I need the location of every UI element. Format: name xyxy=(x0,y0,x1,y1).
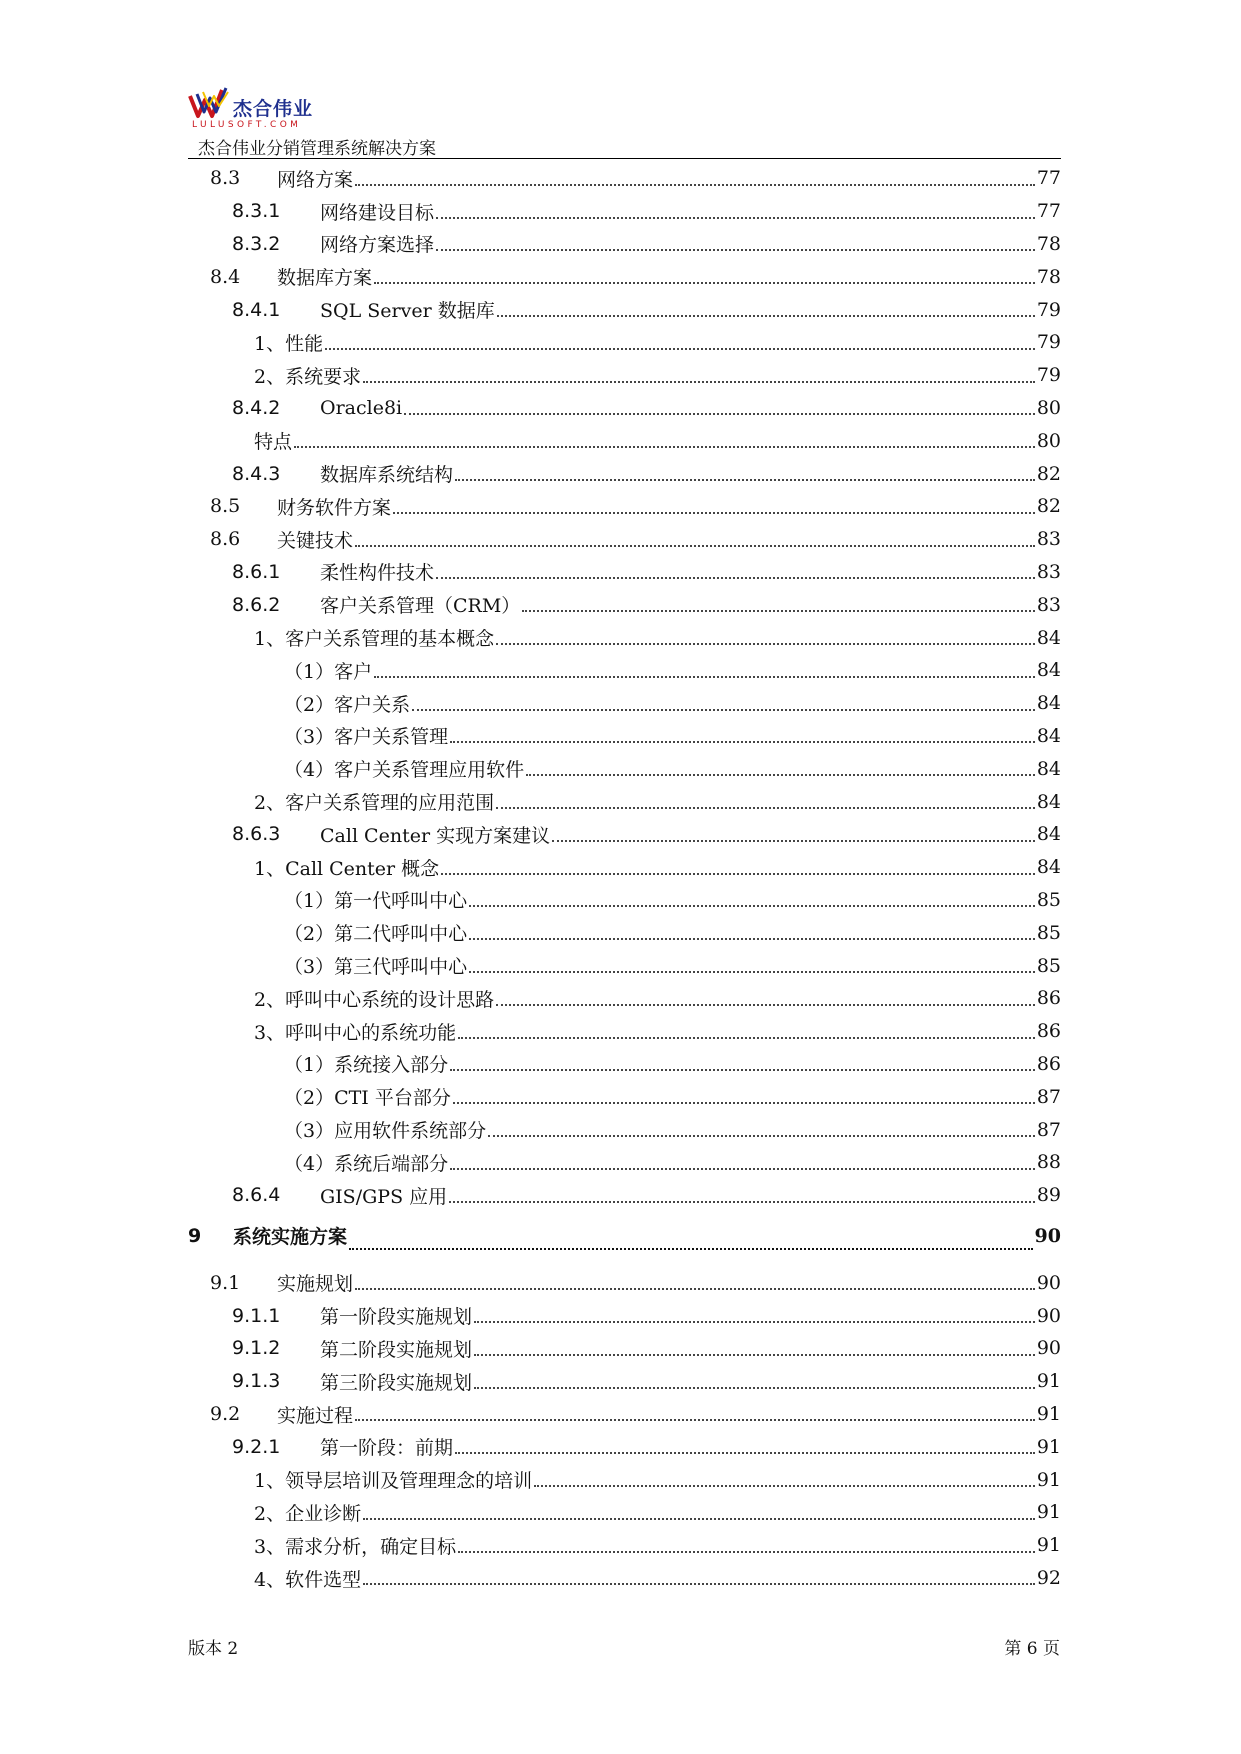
toc-entry-page: 82 xyxy=(1036,462,1061,485)
logo-wordmark: 杰合伟业 xyxy=(233,98,314,120)
toc-entry-number: 8.5 xyxy=(210,495,241,518)
toc-entry-page: 86 xyxy=(1036,1052,1061,1075)
toc-entry-number: 8.4.3 xyxy=(232,462,281,485)
logo-domain: LULUSOFT.COM xyxy=(192,120,302,130)
toc-entry[interactable] xyxy=(188,588,1061,621)
toc-entry-page: 90 xyxy=(1036,1337,1061,1360)
toc-entry-label xyxy=(188,427,292,454)
toc-entry[interactable] xyxy=(188,1299,1061,1332)
toc-dot-leader xyxy=(450,1068,1035,1071)
toc-entry[interactable] xyxy=(188,1332,1061,1365)
toc-dot-leader xyxy=(469,904,1035,907)
toc-entry[interactable] xyxy=(188,982,1061,1015)
toc-entry-title: （4）客户关系管理应用软件 xyxy=(284,759,525,782)
toc-dot-leader xyxy=(374,675,1035,678)
toc-dot-leader xyxy=(458,1550,1035,1553)
toc-entry-title: 第三阶段实施规划 xyxy=(320,1371,473,1394)
toc-entry-label xyxy=(188,558,434,585)
toc-dot-leader xyxy=(449,1200,1035,1203)
toc-entry-label xyxy=(188,397,402,419)
toc-entry-label xyxy=(188,624,494,651)
toc-entry-page: 86 xyxy=(1036,1020,1061,1043)
toc-entry-label xyxy=(188,919,467,946)
toc-entry-label xyxy=(188,1368,472,1395)
toc-entry-page: 83 xyxy=(1036,593,1061,616)
toc-entry-label xyxy=(188,788,494,815)
toc-dot-leader xyxy=(355,183,1035,186)
toc-entry-label xyxy=(188,722,448,749)
toc-entry-page: 82 xyxy=(1036,495,1061,518)
toc-entry-title: 网络方案选择 xyxy=(320,234,435,257)
toc-entry-title: 第一阶段：前期 xyxy=(320,1437,454,1460)
toc-entry-number: 8.6.2 xyxy=(232,593,281,616)
toc-entry-label xyxy=(188,1149,448,1176)
toc-dot-leader xyxy=(363,1517,1035,1520)
toc-entry-page: 84 xyxy=(1036,724,1061,747)
toc-entry-label xyxy=(188,1466,532,1493)
toc-entry[interactable] xyxy=(188,1529,1061,1562)
toc-entry-title: 财务软件方案 xyxy=(277,496,392,519)
toc-entry[interactable] xyxy=(188,752,1061,785)
toc-entry-title: （3）第三代呼叫中心 xyxy=(284,956,468,979)
toc-entry-title: （2）第二代呼叫中心 xyxy=(284,923,468,946)
toc-entry[interactable] xyxy=(188,162,1061,195)
toc-entry[interactable] xyxy=(188,621,1061,654)
toc-entry-title: 1、领导层培训及管理理念的培训 xyxy=(254,1470,533,1493)
toc-entry-label xyxy=(188,1269,353,1296)
toc-entry-label xyxy=(188,526,353,553)
toc-entry-page: 87 xyxy=(1036,1085,1061,1108)
toc-entry-page: 91 xyxy=(1036,1435,1061,1458)
toc-entry-page: 84 xyxy=(1036,626,1061,649)
toc-entry[interactable] xyxy=(188,1562,1061,1595)
toc-entry-title: Oracle8i xyxy=(320,396,403,419)
toc-dot-leader xyxy=(526,773,1035,776)
toc-entry-page: 85 xyxy=(1036,954,1061,977)
toc-entry-label xyxy=(188,1222,347,1249)
toc-entry[interactable] xyxy=(188,457,1061,490)
toc-dot-leader xyxy=(497,314,1035,317)
toc-entry-label xyxy=(188,165,353,192)
toc-dot-leader xyxy=(496,806,1035,809)
toc-entry-page: 91 xyxy=(1036,1534,1061,1557)
toc-entry-label xyxy=(188,1401,353,1428)
toc-dot-leader xyxy=(441,872,1035,875)
toc-entry[interactable] xyxy=(188,293,1061,326)
toc-entry[interactable] xyxy=(188,228,1061,261)
toc-entry-page: 84 xyxy=(1036,659,1061,682)
toc-entry[interactable] xyxy=(188,392,1061,425)
toc-entry[interactable] xyxy=(188,1213,1061,1259)
toc-entry-number: 8.3 xyxy=(210,167,241,190)
toc-entry-page: 91 xyxy=(1036,1501,1061,1524)
toc-entry[interactable] xyxy=(188,720,1061,753)
toc-entry-page: 83 xyxy=(1036,560,1061,583)
toc-entry-page: 92 xyxy=(1036,1567,1061,1590)
toc-entry-title: GIS/GPS 应用 xyxy=(320,1185,448,1208)
toc-dot-leader xyxy=(404,412,1035,415)
toc-entry-number: 8.6.3 xyxy=(232,823,281,846)
toc-entry-page: 78 xyxy=(1036,232,1061,255)
toc-entry-page: 90 xyxy=(1036,1271,1061,1294)
toc-entry[interactable] xyxy=(188,1463,1061,1496)
toc-entry-number: 9.2 xyxy=(210,1403,241,1426)
toc-entry-number: 8.6.4 xyxy=(232,1184,281,1207)
toc-entry-title: 第二阶段实施规划 xyxy=(320,1338,473,1361)
toc-entry[interactable] xyxy=(188,195,1061,228)
toc-entry-title: （2）客户关系 xyxy=(284,693,411,716)
toc-entry-title: 柔性构件技术 xyxy=(320,562,435,585)
toc-entry-title: 2、系统要求 xyxy=(254,365,362,388)
toc-entry-number: 8.4.1 xyxy=(232,298,281,321)
toc-dot-leader xyxy=(374,281,1035,284)
toc-dot-leader xyxy=(534,1484,1035,1487)
toc-entry-page: 91 xyxy=(1036,1370,1061,1393)
toc-entry-number: 9.1.2 xyxy=(232,1337,281,1360)
document-title: 杰合伟业分销管理系统解决方案 xyxy=(198,139,436,159)
toc-entry-title: 网络建设目标 xyxy=(320,201,435,224)
toc-entry[interactable] xyxy=(188,1496,1061,1529)
toc-dot-leader xyxy=(488,1134,1035,1137)
toc-entry[interactable] xyxy=(188,654,1061,687)
toc-dot-leader xyxy=(474,1320,1035,1323)
toc-entry-page: 87 xyxy=(1036,1118,1061,1141)
toc-entry-title: 数据库方案 xyxy=(277,267,373,290)
toc-entry-page: 84 xyxy=(1036,856,1061,879)
toc-entry-page: 88 xyxy=(1036,1151,1061,1174)
toc-entry-label xyxy=(188,657,372,684)
toc-entry[interactable] xyxy=(188,949,1061,982)
toc-entry-label xyxy=(188,1083,451,1110)
toc-entry-label xyxy=(188,1116,486,1143)
toc-entry[interactable] xyxy=(188,785,1061,818)
toc-entry-number: 8.6.1 xyxy=(232,560,281,583)
toc-entry-page: 85 xyxy=(1036,921,1061,944)
toc-entry-title: 特点 xyxy=(254,431,293,454)
toc-entry[interactable] xyxy=(188,687,1061,720)
toc-entry-page: 84 xyxy=(1036,692,1061,715)
toc-dot-leader xyxy=(355,1418,1035,1421)
toc-entry-page: 91 xyxy=(1036,1403,1061,1426)
toc-entry[interactable] xyxy=(188,1179,1061,1212)
toc-entry-label xyxy=(188,1018,456,1045)
toc-dot-leader xyxy=(458,1036,1035,1039)
toc-entry-label xyxy=(188,1050,448,1077)
toc-entry-label xyxy=(188,1532,456,1559)
toc-entry-title: 关键技术 xyxy=(277,529,354,552)
toc-entry-label xyxy=(188,821,550,848)
toc-entry-label xyxy=(188,263,372,290)
toc-entry-label xyxy=(188,493,391,520)
toc-entry[interactable] xyxy=(188,260,1061,293)
toc-entry[interactable] xyxy=(188,359,1061,392)
toc-entry-number: 8.3.1 xyxy=(232,200,281,223)
toc-entry-page: 80 xyxy=(1036,429,1061,452)
toc-entry[interactable] xyxy=(188,1048,1061,1081)
toc-entry-label xyxy=(188,854,439,881)
toc-dot-leader xyxy=(363,380,1035,383)
toc-entry[interactable] xyxy=(188,1365,1061,1398)
toc-entry-label xyxy=(188,198,434,225)
toc-entry-title: 2、企业诊断 xyxy=(254,1502,362,1525)
toc-entry[interactable] xyxy=(188,1430,1061,1463)
toc-entry-label xyxy=(188,362,361,389)
toc-entry-number: 8.4 xyxy=(210,265,241,288)
toc-entry-title: 1、客户关系管理的基本概念 xyxy=(254,628,495,651)
footer-version: 版本 2 xyxy=(188,1639,239,1659)
toc-dot-leader xyxy=(436,216,1035,219)
toc-entry-title: 4、软件选型 xyxy=(254,1568,362,1591)
toc-entry[interactable] xyxy=(188,851,1061,884)
toc-entry[interactable] xyxy=(188,1267,1061,1300)
toc-dot-leader xyxy=(496,642,1035,645)
toc-entry-title: 1、Call Center 概念 xyxy=(254,857,440,880)
toc-entry[interactable] xyxy=(188,556,1061,589)
toc-entry-page: 90 xyxy=(1036,1304,1061,1327)
toc-entry-title: 3、呼叫中心的系统功能 xyxy=(254,1021,457,1044)
toc-entry[interactable] xyxy=(188,1146,1061,1179)
toc-entry-title: （3）客户关系管理 xyxy=(284,726,449,749)
toc-dot-leader xyxy=(474,1386,1035,1389)
toc-dot-leader xyxy=(455,478,1035,481)
toc-entry-page: 84 xyxy=(1036,790,1061,813)
toc-entry-title: （1）第一代呼叫中心 xyxy=(284,890,468,913)
toc-entry-page: 79 xyxy=(1036,298,1061,321)
toc-entry-title: 3、需求分析，确定目标 xyxy=(254,1535,457,1558)
toc-entry-title: 1、性能 xyxy=(254,332,324,355)
toc-entry-title: 第一阶段实施规划 xyxy=(320,1306,473,1329)
toc-entry-label xyxy=(188,591,520,618)
toc-dot-leader xyxy=(393,511,1035,514)
toc-entry-page: 77 xyxy=(1036,200,1061,223)
toc-entry-number: 9.1.1 xyxy=(232,1304,281,1327)
toc-entry-label xyxy=(188,230,434,257)
toc-dot-leader xyxy=(355,544,1035,547)
toc-entry-title: 系统实施方案 xyxy=(233,1226,348,1248)
toc-dot-leader xyxy=(450,1167,1035,1170)
toc-dot-leader xyxy=(496,1003,1035,1006)
toc-entry[interactable] xyxy=(188,916,1061,949)
toc-entry-number: 9.1.3 xyxy=(232,1370,281,1393)
toc-entry-number: 9.2.1 xyxy=(232,1435,281,1458)
toc-entry-page: 80 xyxy=(1036,396,1061,419)
toc-entry-page: 89 xyxy=(1036,1184,1061,1207)
toc-entry-title: 2、客户关系管理的应用范围 xyxy=(254,792,495,815)
toc-entry-page: 85 xyxy=(1036,888,1061,911)
toc-entry-page: 86 xyxy=(1036,987,1061,1010)
table-of-contents xyxy=(188,162,1061,1594)
toc-entry-title: 实施规划 xyxy=(277,1273,354,1296)
toc-entry-page: 84 xyxy=(1036,757,1061,780)
toc-entry[interactable] xyxy=(188,424,1061,457)
toc-entry-title: 数据库系统结构 xyxy=(320,464,454,487)
toc-entry[interactable] xyxy=(188,1015,1061,1048)
toc-entry-page: 90 xyxy=(1034,1224,1061,1247)
toc-entry-title: SQL Server 数据库 xyxy=(320,300,495,323)
toc-entry-label xyxy=(188,296,495,323)
toc-entry-number: 9 xyxy=(188,1224,202,1247)
toc-entry-title: 实施过程 xyxy=(277,1404,354,1427)
toc-entry-label xyxy=(188,690,410,717)
toc-entry-label xyxy=(188,1565,361,1592)
toc-entry-label xyxy=(188,460,453,487)
toc-entry-page: 78 xyxy=(1036,265,1061,288)
toc-entry-page: 84 xyxy=(1036,823,1061,846)
toc-entry-title: （1）客户 xyxy=(284,660,373,683)
toc-entry-title: Call Center 实现方案建议 xyxy=(320,824,551,847)
toc-entry-number: 8.3.2 xyxy=(232,232,281,255)
toc-entry-page: 77 xyxy=(1036,167,1061,190)
toc-entry-page: 83 xyxy=(1036,528,1061,551)
toc-dot-leader xyxy=(436,248,1035,251)
toc-dot-leader xyxy=(474,1353,1035,1356)
toc-dot-leader xyxy=(412,708,1035,711)
toc-entry-label xyxy=(188,1499,361,1526)
toc-entry-label xyxy=(188,985,494,1012)
toc-entry-label xyxy=(188,755,524,782)
toc-entry-label xyxy=(188,1335,472,1362)
toc-entry[interactable] xyxy=(188,326,1061,359)
toc-dot-leader xyxy=(436,576,1035,579)
toc-dot-leader xyxy=(349,1247,1033,1250)
toc-entry-title: （3）应用软件系统部分 xyxy=(284,1120,487,1142)
toc-dot-leader xyxy=(450,740,1035,743)
toc-entry[interactable] xyxy=(188,523,1061,556)
toc-entry[interactable] xyxy=(188,1113,1061,1146)
toc-entry-title: 2、呼叫中心系统的设计思路 xyxy=(254,988,495,1011)
company-logo xyxy=(188,86,338,136)
toc-entry-title: 客户关系管理（CRM） xyxy=(320,595,521,618)
toc-entry-label xyxy=(188,886,467,913)
toc-entry-label xyxy=(188,952,467,979)
toc-dot-leader xyxy=(355,1287,1035,1290)
footer-page-number: 第 6 页 xyxy=(1004,1639,1060,1659)
toc-entry[interactable] xyxy=(188,490,1061,523)
toc-entry[interactable] xyxy=(188,1398,1061,1431)
toc-dot-leader xyxy=(294,445,1035,448)
toc-entry-page: 79 xyxy=(1036,364,1061,387)
toc-entry-title: （2）CTI 平台部分 xyxy=(284,1087,451,1110)
toc-entry[interactable] xyxy=(188,884,1061,917)
toc-entry-label xyxy=(188,1433,453,1460)
header-divider xyxy=(188,158,1061,159)
toc-dot-leader xyxy=(469,937,1035,940)
toc-entry[interactable] xyxy=(188,1080,1061,1113)
toc-entry-title: （4）系统后端部分 xyxy=(284,1152,449,1175)
toc-entry-page: 79 xyxy=(1036,331,1061,354)
toc-entry-title: 网络方案 xyxy=(277,168,354,191)
toc-entry[interactable] xyxy=(188,818,1061,851)
toc-dot-leader xyxy=(363,1582,1035,1585)
toc-entry-number: 8.6 xyxy=(210,528,241,551)
toc-dot-leader xyxy=(325,347,1035,350)
toc-entry-title: （1）系统接入部分 xyxy=(284,1054,449,1077)
toc-entry-page: 91 xyxy=(1036,1468,1061,1491)
toc-entry-label xyxy=(188,1302,472,1329)
toc-dot-leader xyxy=(469,970,1035,973)
toc-entry-label xyxy=(188,1182,447,1209)
toc-entry-label xyxy=(188,329,323,356)
toc-entry-number: 8.4.2 xyxy=(232,396,281,419)
toc-dot-leader xyxy=(455,1451,1035,1454)
toc-dot-leader xyxy=(522,609,1035,612)
toc-entry-number: 9.1 xyxy=(210,1271,241,1294)
toc-dot-leader xyxy=(552,839,1035,842)
toc-dot-leader xyxy=(453,1101,1035,1104)
